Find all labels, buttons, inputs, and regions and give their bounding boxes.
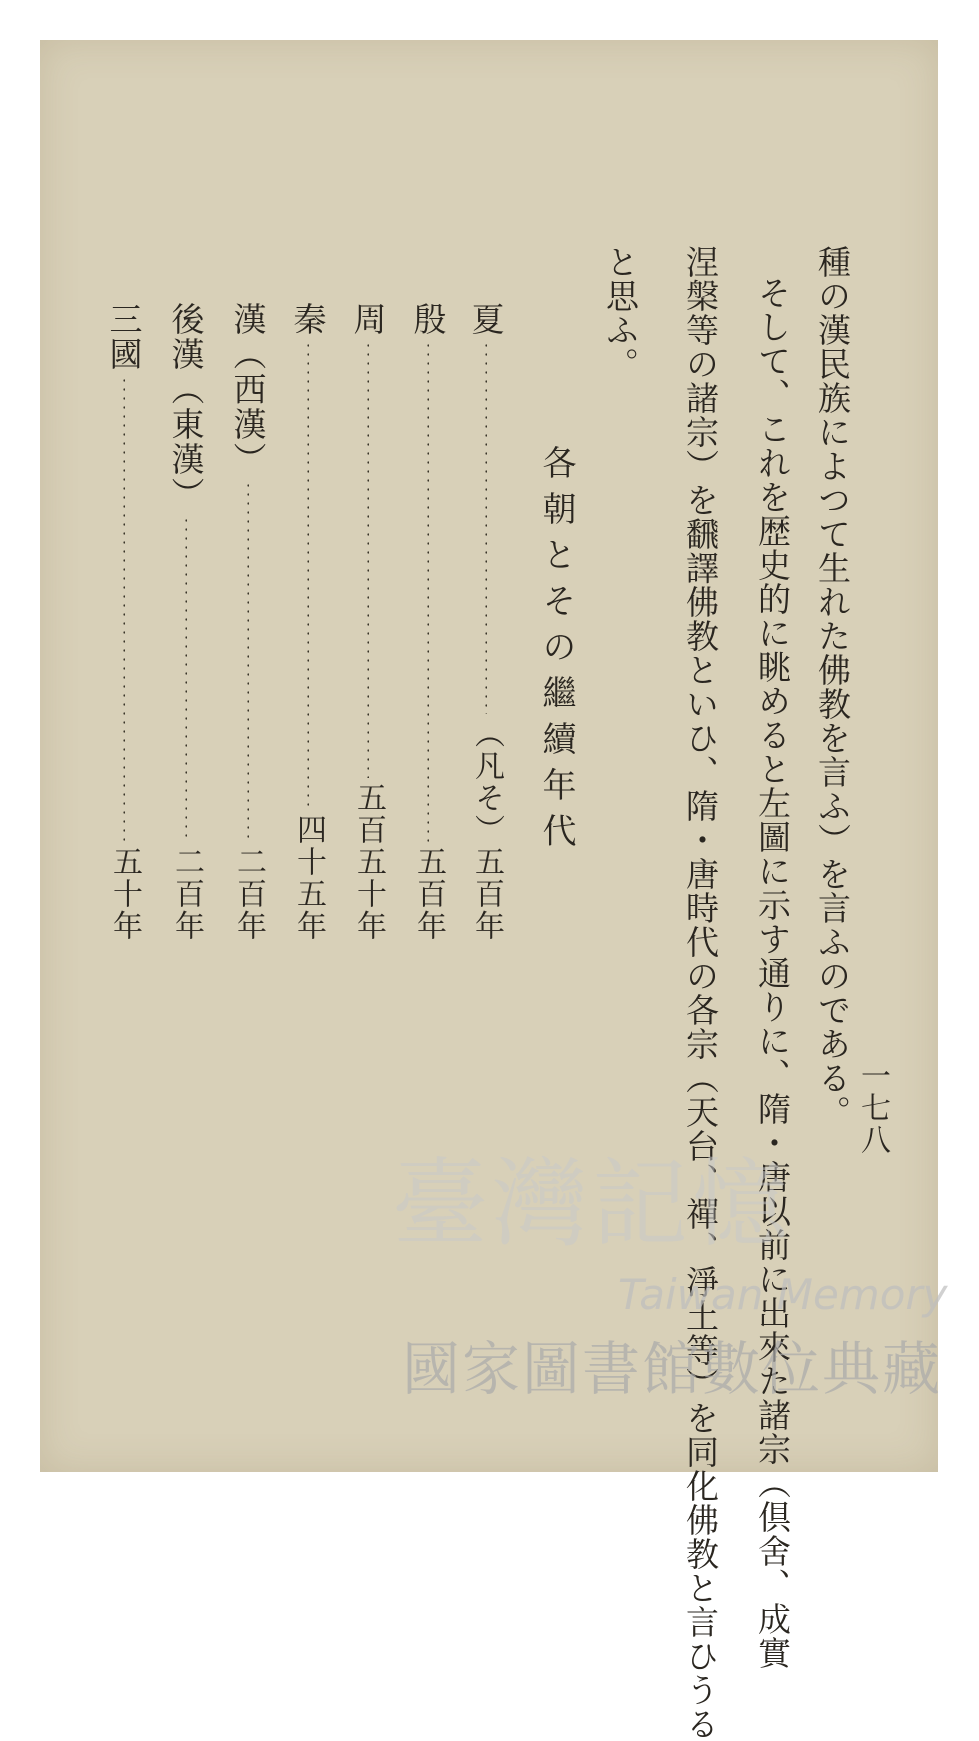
dynasty-duration: 五百五十年: [351, 782, 386, 942]
dynasty-name: 周: [348, 302, 388, 337]
body-line-4: と思ふ。: [601, 245, 640, 381]
body-line-3: 涅槃等の諸宗）を飜譯佛教といひ、隋・唐時代の各宗（天台、禪、淨土等）を同化佛教と言ひうる: [681, 245, 720, 1741]
dynasty-row-han: [226, 302, 270, 942]
dynasty-duration: 四十五年: [291, 814, 326, 942]
dynasty-duration: 五十年: [107, 846, 142, 942]
page-number: 一七八: [855, 1060, 890, 1156]
dynasty-row-later-han: [164, 302, 208, 942]
watermark-library: 國家圖書館數位典藏: [402, 1335, 943, 1403]
body-line-2: そして、これを歴史的に眺めると左圖に示す通りに、隋・唐以前に出來た諸宗（倶舍、成實: [753, 276, 792, 1670]
watermark-chinese: 臺灣記憶: [392, 1148, 792, 1260]
dynasty-duration: 二百年: [169, 846, 204, 942]
leader-dots: [367, 341, 369, 778]
dynasty-row-three-kingdoms: [102, 302, 146, 942]
dynasty-duration: 五百年: [411, 846, 446, 942]
leader-dots: [185, 516, 187, 842]
dynasty-name: 三國: [104, 302, 144, 372]
leader-dots: [485, 341, 487, 714]
dynasty-duration: 二百年: [231, 846, 266, 942]
body-line-1: 種の漢民族によつて生れた佛教を言ふ）を言ふのである。: [813, 245, 852, 1129]
leader-dots: [123, 376, 125, 842]
dynasty-row-xia: [464, 302, 508, 942]
dynasty-name: 夏: [466, 302, 506, 337]
leader-dots: [247, 481, 249, 842]
dynasty-duration: （凡そ）五百年: [469, 718, 504, 942]
table-title: 各朝とその繼續年代: [536, 445, 576, 859]
dynasty-name: 後漢（東漢）: [166, 302, 206, 512]
dynasty-row-zhou: [346, 302, 390, 942]
dynasty-name: 漢（西漢）: [228, 302, 268, 477]
watermark-english: Taiwan Memory: [618, 1270, 948, 1319]
dynasty-row-qin: [286, 302, 330, 942]
leader-dots: [427, 341, 429, 842]
dynasty-row-yin: [406, 302, 450, 942]
dynasty-name: 秦: [288, 302, 328, 337]
leader-dots: [307, 341, 309, 810]
dynasty-name: 殷: [408, 302, 448, 337]
